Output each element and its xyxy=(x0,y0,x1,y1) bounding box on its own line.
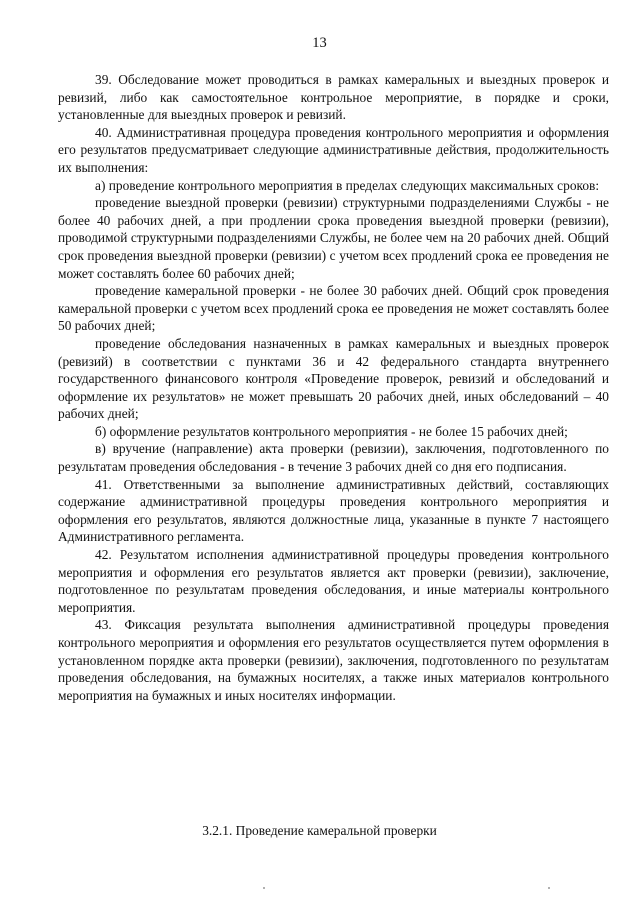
page-number: 13 xyxy=(312,35,327,51)
item-a-desk-audit: проведение камеральной проверки - не более 30 рабочих дней. Общий срок проведения камеральной проверки с учетом всех продлений срока ее проведения не может составлять более 50 рабочих дней; xyxy=(58,283,609,334)
scan-speck xyxy=(548,887,550,889)
paragraph-42: 42. Результатом исполнения административной процедуры проведения контрольного мероприятия и оформления его результатов является акт проверки (ревизии), заключение, подготовленное по результатам проведения обследования, и иные материалы контрольного мероприятия. xyxy=(58,547,609,615)
scan-speck xyxy=(263,887,265,889)
item-a-inspection: проведение обследования назначенных в рамках камеральных и выездных проверок (ревизий) в соответствии с пунктами 36 и 42 федерального стандарта внутреннего государственного финансового контроля «Проведение проверок, ревизий и обследований и оформление их результатов» не может превышать 20 рабочих дней, иных обследований – 40 рабочих дней; xyxy=(58,335,609,422)
item-b: б) оформление результатов контрольного мероприятия - не более 15 рабочих дней; xyxy=(95,423,568,439)
item-a-field-audit: проведение выездной проверки (ревизии) структурными подразделениями Службы - не более 40 рабочих дней, а при продлении срока проведения выездной проверки (ревизии), проводимой структурными подразделениями Службы, не более чем на 20 рабочих дней. Общий срок проведения выездной проверки (ревизии) с учетом всех продлений срока ее проведения не может составлять более 60 рабочих дней; xyxy=(58,195,609,281)
item-v: в) вручение (направление) акта проверки (ревизии), заключения, подготовленного по результатам проведения обследования - в течение 3 рабочих дней со дня его подписания. xyxy=(58,441,609,475)
paragraph-40: 40. Административная процедура проведения контрольного мероприятия и оформления его результатов предусматривает следующие административные действия, продолжительность их выполнения: xyxy=(58,124,609,175)
paragraph-39: 39. Обследование может проводиться в рамках камеральных и выездных проверок и ревизий, либо как самостоятельное контрольное мероприятие, в порядке и сроки, установленные для выездных проверок и ревизий. xyxy=(58,72,609,123)
document-body xyxy=(58,71,609,704)
paragraph-41: 41. Ответственными за выполнение административных действий, составляющих содержание административной процедуры проведения контрольного мероприятия и оформления его результатов, являются должностные лица, указанные в пункте 7 настоящего Административного регламента. xyxy=(58,476,609,545)
section-heading: 3.2.1. Проведение камеральной проверки xyxy=(202,823,437,838)
paragraph-43: 43. Фиксация результата выполнения административной процедуры проведения контрольного мероприятия и оформления его результатов осуществляется путем оформления в установленном порядке акта проверки (ревизии), заключения, подготовленного по результатам проведения обследования, на бумажных носителях, а также иных материалов контрольного мероприятия на бумажных и иных носителях информации. xyxy=(58,617,609,703)
item-a: а) проведение контрольного мероприятия в пределах следующих максимальных сроков: xyxy=(95,177,600,193)
